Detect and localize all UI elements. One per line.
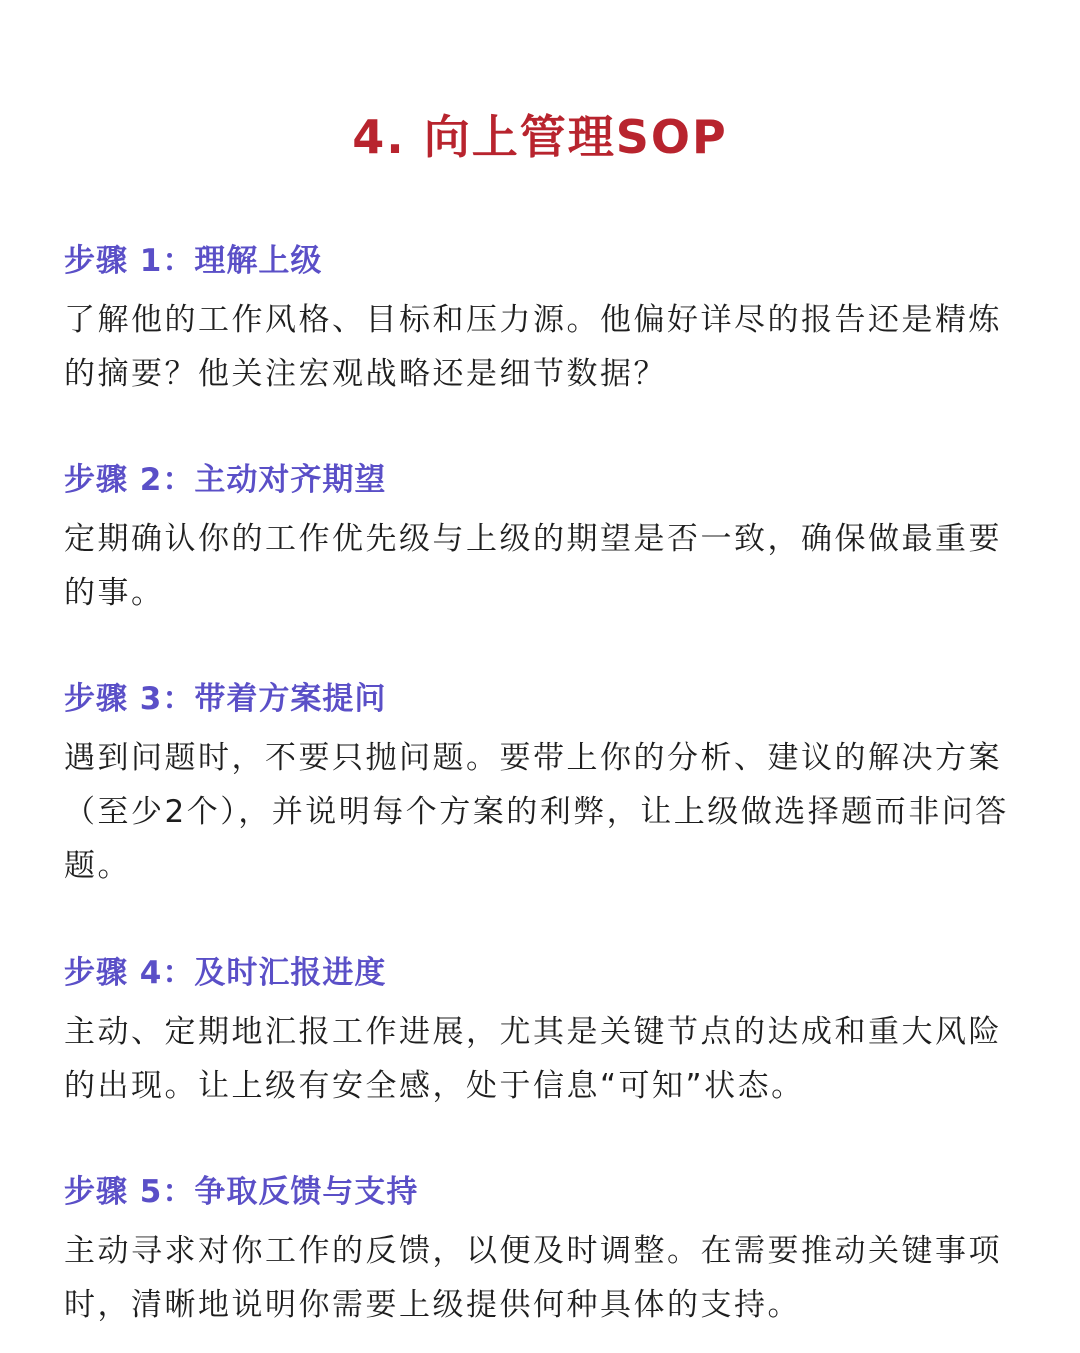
page-title: 4. 向上管理SOP (352, 110, 728, 164)
step-2-title: 步骤 2：主动对齐期望 (64, 462, 387, 498)
step-2 (64, 458, 1024, 620)
step-3-body: 遇到问题时，不要只抛问题。要带上你的分析、建议的解决方案（至少2个），并说明每个方案的利弊，让上级做选择题而非问答题。 (64, 740, 1009, 884)
step-3 (64, 677, 1024, 893)
step-5 (64, 1170, 1024, 1332)
step-1-title: 步骤 1：理解上级 (64, 243, 323, 279)
step-1-body: 了解他的工作风格、目标和压力源。他偏好详尽的报告还是精炼的摘要？他关注宏观战略还是细节数据？ (64, 302, 1002, 392)
step-2-body: 定期确认你的工作优先级与上级的期望是否一致，确保做最重要的事。 (64, 521, 1002, 611)
step-3-title: 步骤 3：带着方案提问 (64, 681, 387, 717)
step-4-body: 主动、定期地汇报工作进展，尤其是关键节点的达成和重大风险的出现。让上级有安全感，处于信息“可知”状态。 (64, 1014, 1002, 1104)
step-1 (64, 239, 1024, 401)
step-4 (64, 951, 1024, 1113)
step-5-body: 主动寻求对你工作的反馈，以便及时调整。在需要推动关键事项时，清晰地说明你需要上级提供何种具体的支持。 (64, 1233, 1002, 1323)
step-4-title: 步骤 4：及时汇报进度 (64, 955, 387, 991)
step-5-title: 步骤 5：争取反馈与支持 (64, 1174, 419, 1210)
